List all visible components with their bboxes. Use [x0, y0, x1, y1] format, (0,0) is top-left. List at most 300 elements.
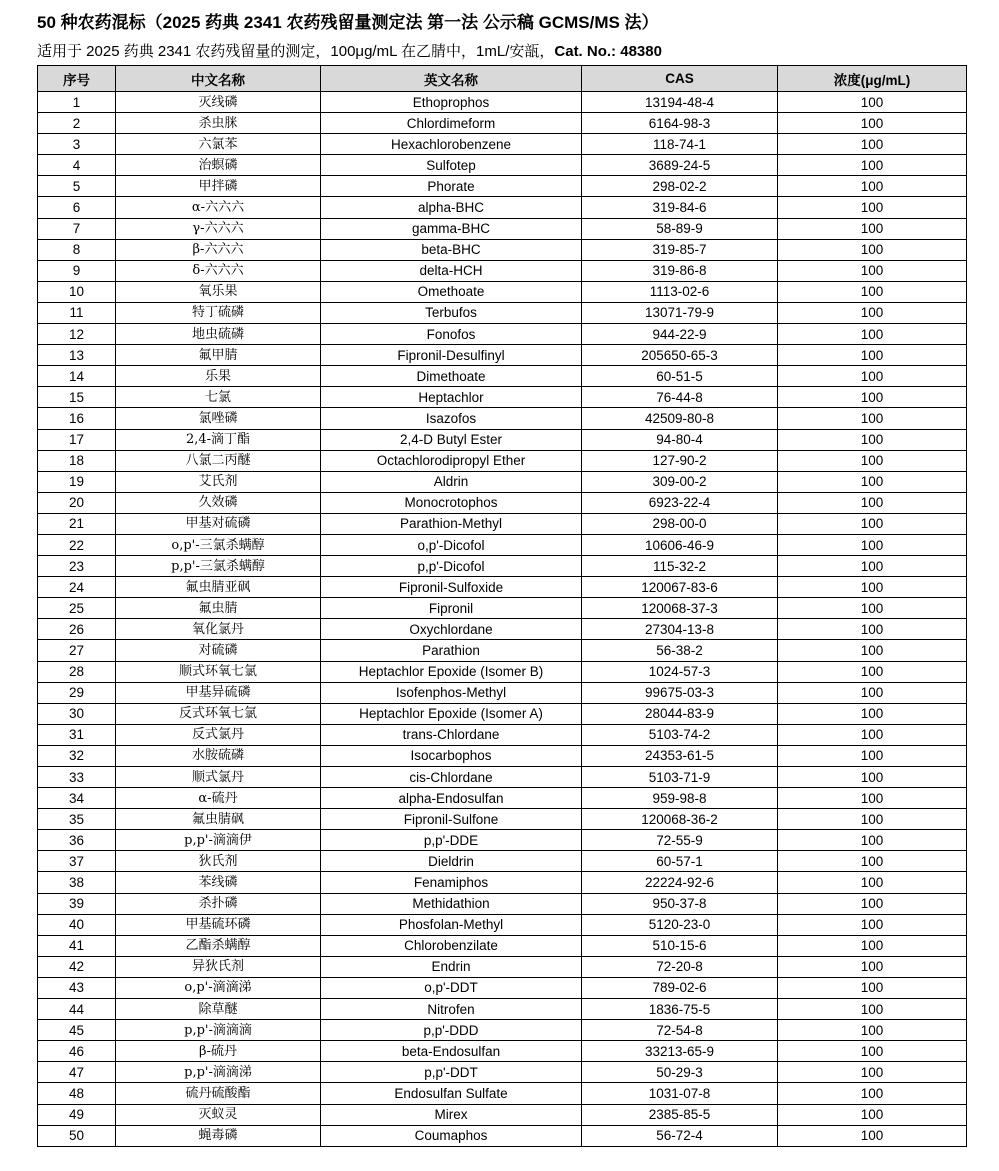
cell-concentration: 100	[778, 176, 967, 197]
table-row	[38, 1062, 967, 1083]
cell-english-name: alpha-Endosulfan	[321, 788, 582, 809]
cell-cas: 1113-02-6	[582, 281, 778, 302]
cell-chinese-name: 八氯二丙醚	[116, 450, 321, 471]
cell-index: 34	[38, 788, 116, 809]
cell-concentration: 100	[778, 724, 967, 745]
cell-index: 19	[38, 471, 116, 492]
cell-english-name: Chlorobenzilate	[321, 935, 582, 956]
cell-cas: 944-22-9	[582, 324, 778, 345]
cell-cas: 950-37-8	[582, 893, 778, 914]
cell-chinese-name: 氯唑磷	[116, 408, 321, 429]
cell-concentration: 100	[778, 619, 967, 640]
table-row	[38, 851, 967, 872]
cell-english-name: Sulfotep	[321, 155, 582, 176]
cell-chinese-name: p,p'-滴滴伊	[116, 830, 321, 851]
table-row	[38, 1104, 967, 1125]
table-row	[38, 914, 967, 935]
cell-chinese-name: 反式环氧七氯	[116, 703, 321, 724]
cell-cas: 42509-80-8	[582, 408, 778, 429]
cell-chinese-name: α-六六六	[116, 197, 321, 218]
table-row	[38, 92, 967, 113]
cell-cas: 120068-37-3	[582, 598, 778, 619]
cell-concentration: 100	[778, 534, 967, 555]
table-row	[38, 788, 967, 809]
cell-index: 38	[38, 872, 116, 893]
cell-index: 39	[38, 893, 116, 914]
cell-concentration: 100	[778, 281, 967, 302]
table-row	[38, 302, 967, 323]
cell-index: 6	[38, 197, 116, 218]
cell-chinese-name: γ-六六六	[116, 218, 321, 239]
pesticide-table	[37, 65, 967, 1147]
cell-chinese-name: 乙酯杀螨醇	[116, 935, 321, 956]
cell-concentration: 100	[778, 366, 967, 387]
table-row	[38, 767, 967, 788]
cell-concentration: 100	[778, 682, 967, 703]
header-index: 序号	[38, 66, 116, 92]
cell-chinese-name: 氟虫腈	[116, 598, 321, 619]
cell-cas: 3689-24-5	[582, 155, 778, 176]
cell-english-name: Phosfolan-Methyl	[321, 914, 582, 935]
cell-concentration: 100	[778, 1083, 967, 1104]
cell-cas: 5103-74-2	[582, 724, 778, 745]
cell-concentration: 100	[778, 218, 967, 239]
cell-cas: 60-57-1	[582, 851, 778, 872]
header-chinese-name: 中文名称	[116, 66, 321, 92]
cell-concentration: 100	[778, 914, 967, 935]
cell-index: 33	[38, 767, 116, 788]
cell-english-name: o,p'-DDT	[321, 977, 582, 998]
table-row	[38, 703, 967, 724]
table-row	[38, 450, 967, 471]
cell-index: 18	[38, 450, 116, 471]
cell-chinese-name: 顺式环氧七氯	[116, 661, 321, 682]
table-row	[38, 640, 967, 661]
catalog-number: 48380	[620, 43, 662, 60]
cell-english-name: Terbufos	[321, 302, 582, 323]
table-row	[38, 113, 967, 134]
cell-english-name: Fipronil	[321, 598, 582, 619]
cell-english-name: Isofenphos-Methyl	[321, 682, 582, 703]
table-row	[38, 197, 967, 218]
cell-english-name: Chlordimeform	[321, 113, 582, 134]
cell-english-name: Hexachlorobenzene	[321, 134, 582, 155]
cell-cas: 115-32-2	[582, 556, 778, 577]
cell-english-name: Dieldrin	[321, 851, 582, 872]
cell-english-name: Dimethoate	[321, 366, 582, 387]
table-row	[38, 492, 967, 513]
cell-concentration: 100	[778, 239, 967, 260]
table-row	[38, 281, 967, 302]
table-row	[38, 935, 967, 956]
cell-english-name: gamma-BHC	[321, 218, 582, 239]
cell-cas: 127-90-2	[582, 450, 778, 471]
cell-english-name: trans-Chlordane	[321, 724, 582, 745]
table-row	[38, 1041, 967, 1062]
cell-cas: 27304-13-8	[582, 619, 778, 640]
cell-cas: 28044-83-9	[582, 703, 778, 724]
cell-concentration: 100	[778, 1104, 967, 1125]
cell-cas: 298-02-2	[582, 176, 778, 197]
cell-index: 22	[38, 534, 116, 555]
header-cas: CAS	[582, 66, 778, 92]
subtitle-text: 适用于 2025 药典 2341 农药残留量的测定，100μg/mL 在乙腈中，1mL/安瓿，	[37, 43, 555, 60]
cell-concentration: 100	[778, 324, 967, 345]
cell-chinese-name: 甲基对硫磷	[116, 513, 321, 534]
table-row	[38, 513, 967, 534]
cell-concentration: 100	[778, 703, 967, 724]
cell-chinese-name: 乐果	[116, 366, 321, 387]
cell-index: 9	[38, 260, 116, 281]
cell-cas: 5120-23-0	[582, 914, 778, 935]
cell-english-name: Omethoate	[321, 281, 582, 302]
cell-chinese-name: α-硫丹	[116, 788, 321, 809]
cell-concentration: 100	[778, 745, 967, 766]
cell-concentration: 100	[778, 155, 967, 176]
cell-index: 47	[38, 1062, 116, 1083]
cell-index: 35	[38, 809, 116, 830]
cell-concentration: 100	[778, 956, 967, 977]
document-subtitle	[37, 42, 662, 62]
cell-english-name: Phorate	[321, 176, 582, 197]
cell-index: 29	[38, 682, 116, 703]
cell-concentration: 100	[778, 260, 967, 281]
cell-english-name: alpha-BHC	[321, 197, 582, 218]
cell-index: 41	[38, 935, 116, 956]
table-row	[38, 534, 967, 555]
cell-cas: 56-72-4	[582, 1125, 778, 1146]
cell-cas: 76-44-8	[582, 387, 778, 408]
cell-chinese-name: 地虫硫磷	[116, 324, 321, 345]
cell-chinese-name: 氟虫腈亚砜	[116, 577, 321, 598]
cell-chinese-name: 狄氏剂	[116, 851, 321, 872]
cell-cas: 309-00-2	[582, 471, 778, 492]
cell-english-name: Coumaphos	[321, 1125, 582, 1146]
cell-concentration: 100	[778, 345, 967, 366]
cell-cas: 5103-71-9	[582, 767, 778, 788]
table-row	[38, 999, 967, 1020]
cell-english-name: Mirex	[321, 1104, 582, 1125]
cell-cas: 60-51-5	[582, 366, 778, 387]
cell-index: 49	[38, 1104, 116, 1125]
table-body	[38, 92, 967, 1147]
table-row	[38, 345, 967, 366]
cell-cas: 510-15-6	[582, 935, 778, 956]
cell-english-name: Aldrin	[321, 471, 582, 492]
cell-concentration: 100	[778, 450, 967, 471]
cell-chinese-name: 灭线磷	[116, 92, 321, 113]
cell-index: 5	[38, 176, 116, 197]
header-english-name: 英文名称	[321, 66, 582, 92]
cell-english-name: Heptachlor	[321, 387, 582, 408]
cell-chinese-name: 治螟磷	[116, 155, 321, 176]
cell-english-name: Monocrotophos	[321, 492, 582, 513]
cell-english-name: Ethoprophos	[321, 92, 582, 113]
cell-concentration: 100	[778, 387, 967, 408]
cell-cas: 789-02-6	[582, 977, 778, 998]
table-row	[38, 239, 967, 260]
cell-concentration: 100	[778, 513, 967, 534]
cell-chinese-name: 甲基硫环磷	[116, 914, 321, 935]
cell-concentration: 100	[778, 92, 967, 113]
cell-chinese-name: 特丁硫磷	[116, 302, 321, 323]
cell-concentration: 100	[778, 577, 967, 598]
cell-cas: 58-89-9	[582, 218, 778, 239]
cell-concentration: 100	[778, 197, 967, 218]
cell-chinese-name: 久效磷	[116, 492, 321, 513]
cell-chinese-name: p,p'-滴滴滴	[116, 1020, 321, 1041]
cell-index: 42	[38, 956, 116, 977]
cell-english-name: p,p'-DDT	[321, 1062, 582, 1083]
cell-english-name: Fipronil-Desulfinyl	[321, 345, 582, 366]
cell-chinese-name: 艾氏剂	[116, 471, 321, 492]
cell-english-name: Heptachlor Epoxide (Isomer B)	[321, 661, 582, 682]
cell-english-name: Endrin	[321, 956, 582, 977]
table-row	[38, 1125, 967, 1146]
cell-cas: 72-54-8	[582, 1020, 778, 1041]
cell-cas: 959-98-8	[582, 788, 778, 809]
cell-english-name: beta-BHC	[321, 239, 582, 260]
cell-cas: 319-86-8	[582, 260, 778, 281]
cell-english-name: Octachlorodipropyl Ether	[321, 450, 582, 471]
cell-cas: 6164-98-3	[582, 113, 778, 134]
cell-index: 2	[38, 113, 116, 134]
cell-chinese-name: β-六六六	[116, 239, 321, 260]
cell-index: 50	[38, 1125, 116, 1146]
cell-cas: 24353-61-5	[582, 745, 778, 766]
cell-english-name: p,p'-Dicofol	[321, 556, 582, 577]
table-row	[38, 577, 967, 598]
header-concentration: 浓度(μg/mL)	[778, 66, 967, 92]
cell-english-name: Parathion-Methyl	[321, 513, 582, 534]
cell-cas: 120067-83-6	[582, 577, 778, 598]
table-row	[38, 408, 967, 429]
cell-concentration: 100	[778, 134, 967, 155]
cell-english-name: Heptachlor Epoxide (Isomer A)	[321, 703, 582, 724]
cell-chinese-name: 氟虫腈砜	[116, 809, 321, 830]
cell-chinese-name: 对硫磷	[116, 640, 321, 661]
cell-english-name: beta-Endosulfan	[321, 1041, 582, 1062]
cell-chinese-name: β-硫丹	[116, 1041, 321, 1062]
cell-concentration: 100	[778, 302, 967, 323]
table-row	[38, 155, 967, 176]
table-row	[38, 218, 967, 239]
cell-chinese-name: 氧化氯丹	[116, 619, 321, 640]
table-row	[38, 830, 967, 851]
cell-concentration: 100	[778, 830, 967, 851]
table-row	[38, 872, 967, 893]
cell-concentration: 100	[778, 977, 967, 998]
cell-cas: 13071-79-9	[582, 302, 778, 323]
cell-chinese-name: o,p'-三氯杀螨醇	[116, 534, 321, 555]
cell-index: 31	[38, 724, 116, 745]
table-row	[38, 387, 967, 408]
cell-cas: 319-84-6	[582, 197, 778, 218]
cell-cas: 22224-92-6	[582, 872, 778, 893]
cell-chinese-name: 氟甲腈	[116, 345, 321, 366]
table-row	[38, 977, 967, 998]
cell-cas: 298-00-0	[582, 513, 778, 534]
cell-cas: 10606-46-9	[582, 534, 778, 555]
cell-english-name: Parathion	[321, 640, 582, 661]
cell-concentration: 100	[778, 999, 967, 1020]
cell-chinese-name: 硫丹硫酸酯	[116, 1083, 321, 1104]
cell-chinese-name: 甲拌磷	[116, 176, 321, 197]
cell-chinese-name: 氧乐果	[116, 281, 321, 302]
cell-index: 4	[38, 155, 116, 176]
cell-chinese-name: 六氯苯	[116, 134, 321, 155]
cell-index: 44	[38, 999, 116, 1020]
table-row	[38, 1020, 967, 1041]
cell-cas: 72-55-9	[582, 830, 778, 851]
cell-index: 43	[38, 977, 116, 998]
cell-chinese-name: 苯线磷	[116, 872, 321, 893]
cell-concentration: 100	[778, 556, 967, 577]
cell-cas: 6923-22-4	[582, 492, 778, 513]
cell-cas: 319-85-7	[582, 239, 778, 260]
cell-cas: 50-29-3	[582, 1062, 778, 1083]
cell-english-name: Fipronil-Sulfoxide	[321, 577, 582, 598]
cell-english-name: Fonofos	[321, 324, 582, 345]
cell-english-name: p,p'-DDE	[321, 830, 582, 851]
cell-chinese-name: 异狄氏剂	[116, 956, 321, 977]
cell-index: 1	[38, 92, 116, 113]
cell-index: 3	[38, 134, 116, 155]
cell-english-name: Nitrofen	[321, 999, 582, 1020]
cell-chinese-name: 七氯	[116, 387, 321, 408]
cell-index: 10	[38, 281, 116, 302]
table-row	[38, 598, 967, 619]
cell-cas: 94-80-4	[582, 429, 778, 450]
cell-english-name: Isazofos	[321, 408, 582, 429]
cell-concentration: 100	[778, 788, 967, 809]
cell-concentration: 100	[778, 872, 967, 893]
cell-index: 32	[38, 745, 116, 766]
cell-concentration: 100	[778, 598, 967, 619]
cell-index: 26	[38, 619, 116, 640]
cell-concentration: 100	[778, 471, 967, 492]
cell-index: 28	[38, 661, 116, 682]
table-row	[38, 366, 967, 387]
cell-concentration: 100	[778, 429, 967, 450]
cell-cas: 13194-48-4	[582, 92, 778, 113]
table-row	[38, 260, 967, 281]
cell-index: 48	[38, 1083, 116, 1104]
cell-cas: 33213-65-9	[582, 1041, 778, 1062]
cell-chinese-name: 蝇毒磷	[116, 1125, 321, 1146]
cell-english-name: Isocarbophos	[321, 745, 582, 766]
table-row	[38, 619, 967, 640]
cell-concentration: 100	[778, 408, 967, 429]
cell-english-name: 2,4-D Butyl Ester	[321, 429, 582, 450]
cell-english-name: Fenamiphos	[321, 872, 582, 893]
cell-index: 17	[38, 429, 116, 450]
cell-cas: 1836-75-5	[582, 999, 778, 1020]
cell-index: 45	[38, 1020, 116, 1041]
cell-english-name: Methidathion	[321, 893, 582, 914]
table-row	[38, 324, 967, 345]
cell-chinese-name: 灭蚁灵	[116, 1104, 321, 1125]
cell-index: 37	[38, 851, 116, 872]
table-header-row	[38, 66, 967, 92]
cell-concentration: 100	[778, 1062, 967, 1083]
table-row	[38, 661, 967, 682]
cell-cas: 205650-65-3	[582, 345, 778, 366]
cell-cas: 1031-07-8	[582, 1083, 778, 1104]
cell-index: 14	[38, 366, 116, 387]
cell-english-name: cis-Chlordane	[321, 767, 582, 788]
catalog-label: Cat. No.:	[554, 43, 621, 60]
cell-concentration: 100	[778, 1041, 967, 1062]
table-row	[38, 134, 967, 155]
cell-concentration: 100	[778, 935, 967, 956]
cell-index: 27	[38, 640, 116, 661]
table-row	[38, 556, 967, 577]
cell-index: 12	[38, 324, 116, 345]
cell-index: 15	[38, 387, 116, 408]
cell-concentration: 100	[778, 661, 967, 682]
cell-index: 36	[38, 830, 116, 851]
document-title: 50 种农药混标（2025 药典 2341 农药残留量测定法 第一法 公示稿 GCMS/MS 法）	[37, 13, 659, 32]
table-row	[38, 893, 967, 914]
table-row	[38, 724, 967, 745]
table-row	[38, 1083, 967, 1104]
cell-concentration: 100	[778, 851, 967, 872]
cell-concentration: 100	[778, 767, 967, 788]
cell-cas: 1024-57-3	[582, 661, 778, 682]
cell-english-name: delta-HCH	[321, 260, 582, 281]
cell-index: 13	[38, 345, 116, 366]
cell-index: 46	[38, 1041, 116, 1062]
cell-english-name: Endosulfan Sulfate	[321, 1083, 582, 1104]
cell-index: 21	[38, 513, 116, 534]
cell-english-name: Fipronil-Sulfone	[321, 809, 582, 830]
cell-chinese-name: 杀虫脒	[116, 113, 321, 134]
cell-english-name: Oxychlordane	[321, 619, 582, 640]
cell-index: 7	[38, 218, 116, 239]
table-row	[38, 809, 967, 830]
cell-concentration: 100	[778, 1125, 967, 1146]
cell-cas: 120068-36-2	[582, 809, 778, 830]
cell-chinese-name: 反式氯丹	[116, 724, 321, 745]
cell-concentration: 100	[778, 893, 967, 914]
cell-index: 25	[38, 598, 116, 619]
cell-index: 24	[38, 577, 116, 598]
cell-cas: 118-74-1	[582, 134, 778, 155]
cell-chinese-name: 2,4-滴丁酯	[116, 429, 321, 450]
cell-concentration: 100	[778, 809, 967, 830]
cell-chinese-name: 水胺硫磷	[116, 745, 321, 766]
cell-concentration: 100	[778, 1020, 967, 1041]
cell-cas: 99675-03-3	[582, 682, 778, 703]
cell-chinese-name: 甲基异硫磷	[116, 682, 321, 703]
cell-concentration: 100	[778, 113, 967, 134]
cell-chinese-name: p,p'-滴滴涕	[116, 1062, 321, 1083]
table-row	[38, 956, 967, 977]
table-row	[38, 176, 967, 197]
cell-cas: 2385-85-5	[582, 1104, 778, 1125]
cell-index: 30	[38, 703, 116, 724]
cell-index: 16	[38, 408, 116, 429]
cell-chinese-name: 除草醚	[116, 999, 321, 1020]
cell-index: 20	[38, 492, 116, 513]
table-row	[38, 682, 967, 703]
cell-cas: 72-20-8	[582, 956, 778, 977]
cell-index: 40	[38, 914, 116, 935]
cell-index: 11	[38, 302, 116, 323]
table-row	[38, 745, 967, 766]
table-row	[38, 429, 967, 450]
